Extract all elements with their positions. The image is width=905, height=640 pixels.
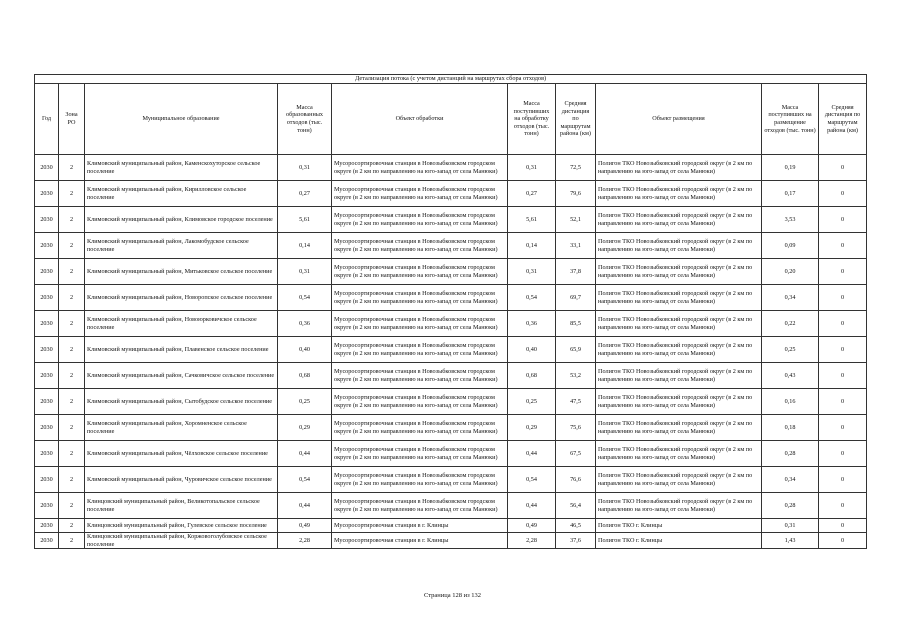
table-row <box>35 441 867 467</box>
zone-cell: 2 <box>59 441 85 467</box>
processed-mass-cell: 0,29 <box>508 415 556 441</box>
processing-distance-cell: 52,1 <box>556 207 596 233</box>
disposal-object-cell: Полигон ТКО Новозыбковский городской округ (в 2 км по направлению на юго-запад от села Манюки) <box>596 181 762 207</box>
column-header: Объект размещения <box>596 84 762 155</box>
disposed-mass-cell: 0,28 <box>762 441 819 467</box>
disposed-mass-cell: 0,17 <box>762 181 819 207</box>
disposal-distance-cell: 0 <box>819 155 867 181</box>
disposed-mass-cell: 0,22 <box>762 311 819 337</box>
disposal-distance-cell: 0 <box>819 311 867 337</box>
year-cell: 2030 <box>35 285 59 311</box>
processing-object-cell: Мусоросортировочная станция в Новозыбковском городском округе (в 2 км по направлению на юго-запад от села Манюки) <box>332 389 508 415</box>
processing-object-cell: Мусоросортировочная станция в Новозыбковском городском округе (в 2 км по направлению на юго-запад от села Манюки) <box>332 233 508 259</box>
disposal-object-cell: Полигон ТКО Новозыбковский городской округ (в 2 км по направлению на юго-запад от села Манюки) <box>596 259 762 285</box>
generated-mass-cell: 5,61 <box>278 207 332 233</box>
processing-distance-cell: 69,7 <box>556 285 596 311</box>
processing-object-cell: Мусоросортировочная станция в Новозыбковском городском округе (в 2 км по направлению на юго-запад от села Манюки) <box>332 207 508 233</box>
disposal-distance-cell: 0 <box>819 337 867 363</box>
year-cell: 2030 <box>35 441 59 467</box>
disposed-mass-cell: 0,25 <box>762 337 819 363</box>
year-cell: 2030 <box>35 259 59 285</box>
disposed-mass-cell: 0,19 <box>762 155 819 181</box>
municipality-cell: Клинцовский муниципальный район, Коржовоголубовское сельское поселение <box>85 533 278 549</box>
disposal-object-cell: Полигон ТКО Новозыбковский городской округ (в 2 км по направлению на юго-запад от села Манюки) <box>596 311 762 337</box>
table-row <box>35 233 867 259</box>
column-header: Зона РО <box>59 84 85 155</box>
municipality-cell: Климовский муниципальный район, Каменскохуторское сельское поселение <box>85 155 278 181</box>
processing-distance-cell: 47,5 <box>556 389 596 415</box>
municipality-cell: Климовский муниципальный район, Чёлховское сельское поселение <box>85 441 278 467</box>
generated-mass-cell: 2,28 <box>278 533 332 549</box>
year-cell: 2030 <box>35 493 59 519</box>
zone-cell: 2 <box>59 311 85 337</box>
table-row <box>35 155 867 181</box>
disposal-object-cell: Полигон ТКО Новозыбковский городской округ (в 2 км по направлению на юго-запад от села Манюки) <box>596 155 762 181</box>
processing-distance-cell: 76,6 <box>556 467 596 493</box>
processing-object-cell: Мусоросортировочная станция в Новозыбковском городском округе (в 2 км по направлению на юго-запад от села Манюки) <box>332 363 508 389</box>
table-row <box>35 311 867 337</box>
processed-mass-cell: 5,61 <box>508 207 556 233</box>
year-cell: 2030 <box>35 181 59 207</box>
generated-mass-cell: 0,31 <box>278 259 332 285</box>
disposal-object-cell: Полигон ТКО Новозыбковский городской округ (в 2 км по направлению на юго-запад от села Манюки) <box>596 233 762 259</box>
disposed-mass-cell: 0,20 <box>762 259 819 285</box>
processed-mass-cell: 0,44 <box>508 441 556 467</box>
table-row <box>35 207 867 233</box>
municipality-cell: Климовский муниципальный район, Чуровичское сельское поселение <box>85 467 278 493</box>
processing-distance-cell: 72,5 <box>556 155 596 181</box>
disposed-mass-cell: 0,31 <box>762 519 819 533</box>
zone-cell: 2 <box>59 389 85 415</box>
municipality-cell: Клинцовский муниципальный район, Великотопальское сельское поселение <box>85 493 278 519</box>
disposal-distance-cell: 0 <box>819 389 867 415</box>
table-header-row <box>35 84 867 155</box>
processing-object-cell: Мусоросортировочная станция в Новозыбковском городском округе (в 2 км по направлению на юго-запад от села Манюки) <box>332 285 508 311</box>
processing-distance-cell: 46,5 <box>556 519 596 533</box>
zone-cell: 2 <box>59 415 85 441</box>
disposal-distance-cell: 0 <box>819 441 867 467</box>
disposed-mass-cell: 0,43 <box>762 363 819 389</box>
processing-distance-cell: 37,6 <box>556 533 596 549</box>
generated-mass-cell: 0,27 <box>278 181 332 207</box>
processing-object-cell: Мусоросортировочная станция в г. Клинцы <box>332 519 508 533</box>
zone-cell: 2 <box>59 533 85 549</box>
generated-mass-cell: 0,29 <box>278 415 332 441</box>
disposal-object-cell: Полигон ТКО Новозыбковский городской округ (в 2 км по направлению на юго-запад от села Манюки) <box>596 493 762 519</box>
disposal-object-cell: Полигон ТКО г. Клинцы <box>596 533 762 549</box>
processing-object-cell: Мусоросортировочная станция в Новозыбковском городском округе (в 2 км по направлению на юго-запад от села Манюки) <box>332 493 508 519</box>
disposal-distance-cell: 0 <box>819 533 867 549</box>
processed-mass-cell: 0,40 <box>508 337 556 363</box>
disposal-distance-cell: 0 <box>819 285 867 311</box>
generated-mass-cell: 0,68 <box>278 363 332 389</box>
disposal-distance-cell: 0 <box>819 363 867 389</box>
processing-distance-cell: 56,4 <box>556 493 596 519</box>
zone-cell: 2 <box>59 493 85 519</box>
disposal-object-cell: Полигон ТКО Новозыбковский городской округ (в 2 км по направлению на юго-запад от села Манюки) <box>596 467 762 493</box>
year-cell: 2030 <box>35 389 59 415</box>
disposal-object-cell: Полигон ТКО Новозыбковский городской округ (в 2 км по направлению на юго-запад от села Манюки) <box>596 441 762 467</box>
table-row <box>35 519 867 533</box>
processed-mass-cell: 0,14 <box>508 233 556 259</box>
disposal-distance-cell: 0 <box>819 181 867 207</box>
generated-mass-cell: 0,54 <box>278 285 332 311</box>
processing-distance-cell: 75,6 <box>556 415 596 441</box>
column-header: Средняя дистанция по маршрутам района (км) <box>556 84 596 155</box>
disposal-distance-cell: 0 <box>819 467 867 493</box>
table-row <box>35 337 867 363</box>
disposed-mass-cell: 0,18 <box>762 415 819 441</box>
zone-cell: 2 <box>59 207 85 233</box>
disposal-object-cell: Полигон ТКО Новозыбковский городской округ (в 2 км по направлению на юго-запад от села Манюки) <box>596 337 762 363</box>
disposal-distance-cell: 0 <box>819 207 867 233</box>
table-row <box>35 493 867 519</box>
municipality-cell: Климовский муниципальный район, Плавенское сельское поселение <box>85 337 278 363</box>
year-cell: 2030 <box>35 233 59 259</box>
processed-mass-cell: 2,28 <box>508 533 556 549</box>
year-cell: 2030 <box>35 467 59 493</box>
disposal-object-cell: Полигон ТКО г. Клинцы <box>596 519 762 533</box>
table-row <box>35 259 867 285</box>
table-row <box>35 363 867 389</box>
zone-cell: 2 <box>59 155 85 181</box>
processing-object-cell: Мусоросортировочная станция в Новозыбковском городском округе (в 2 км по направлению на юго-запад от села Манюки) <box>332 155 508 181</box>
zone-cell: 2 <box>59 259 85 285</box>
processing-object-cell: Мусоросортировочная станция в Новозыбковском городском округе (в 2 км по направлению на юго-запад от села Манюки) <box>332 181 508 207</box>
processing-distance-cell: 33,1 <box>556 233 596 259</box>
municipality-cell: Климовский муниципальный район, Климовское городское поселение <box>85 207 278 233</box>
column-header: Масса поступивших на размещение отходов (тыс. тонн) <box>762 84 819 155</box>
column-header: Масса поступивших на обработку отходов (тыс. тонн) <box>508 84 556 155</box>
generated-mass-cell: 0,49 <box>278 519 332 533</box>
municipality-cell: Климовский муниципальный район, Новоропское сельское поселение <box>85 285 278 311</box>
year-cell: 2030 <box>35 207 59 233</box>
disposed-mass-cell: 1,43 <box>762 533 819 549</box>
year-cell: 2030 <box>35 363 59 389</box>
disposed-mass-cell: 0,09 <box>762 233 819 259</box>
processing-distance-cell: 79,6 <box>556 181 596 207</box>
table-caption: Детализация потока (с учетом дистанций на маршрутах сбора отходов) <box>35 75 867 84</box>
processed-mass-cell: 0,44 <box>508 493 556 519</box>
zone-cell: 2 <box>59 285 85 311</box>
disposed-mass-cell: 0,34 <box>762 285 819 311</box>
disposed-mass-cell: 0,16 <box>762 389 819 415</box>
table-row <box>35 389 867 415</box>
page-number: Страница 128 из 132 <box>423 592 482 599</box>
disposal-object-cell: Полигон ТКО Новозыбковский городской округ (в 2 км по направлению на юго-запад от села Манюки) <box>596 363 762 389</box>
generated-mass-cell: 0,40 <box>278 337 332 363</box>
year-cell: 2030 <box>35 155 59 181</box>
municipality-cell: Климовский муниципальный район, Новоюрковичское сельское поселение <box>85 311 278 337</box>
processing-distance-cell: 67,5 <box>556 441 596 467</box>
table-body <box>35 155 867 549</box>
zone-cell: 2 <box>59 467 85 493</box>
flow-detail-table <box>34 74 867 549</box>
zone-cell: 2 <box>59 233 85 259</box>
municipality-cell: Климовский муниципальный район, Митьковское сельское поселение <box>85 259 278 285</box>
generated-mass-cell: 0,31 <box>278 155 332 181</box>
processing-object-cell: Мусоросортировочная станция в Новозыбковском городском округе (в 2 км по направлению на юго-запад от села Манюки) <box>332 441 508 467</box>
column-header: Масса образованных отходов (тыс. тонн) <box>278 84 332 155</box>
column-header: Средняя дистанция по маршрутам района (км) <box>819 84 867 155</box>
processed-mass-cell: 0,27 <box>508 181 556 207</box>
municipality-cell: Климовский муниципальный район, Хоромненское сельское поселение <box>85 415 278 441</box>
municipality-cell: Клинцовский муниципальный район, Гулевское сельское поселение <box>85 519 278 533</box>
processed-mass-cell: 0,31 <box>508 155 556 181</box>
zone-cell: 2 <box>59 363 85 389</box>
table-row <box>35 467 867 493</box>
disposal-distance-cell: 0 <box>819 415 867 441</box>
disposal-object-cell: Полигон ТКО Новозыбковский городской округ (в 2 км по направлению на юго-запад от села Манюки) <box>596 415 762 441</box>
processing-distance-cell: 37,8 <box>556 259 596 285</box>
processing-object-cell: Мусоросортировочная станция в Новозыбковском городском округе (в 2 км по направлению на юго-запад от села Манюки) <box>332 467 508 493</box>
processing-distance-cell: 65,9 <box>556 337 596 363</box>
processed-mass-cell: 0,68 <box>508 363 556 389</box>
year-cell: 2030 <box>35 519 59 533</box>
processed-mass-cell: 0,54 <box>508 467 556 493</box>
disposal-distance-cell: 0 <box>819 233 867 259</box>
disposal-object-cell: Полигон ТКО Новозыбковский городской округ (в 2 км по направлению на юго-запад от села Манюки) <box>596 207 762 233</box>
processing-object-cell: Мусоросортировочная станция в Новозыбковском городском округе (в 2 км по направлению на юго-запад от села Манюки) <box>332 337 508 363</box>
municipality-cell: Климовский муниципальный район, Сачковичское сельское поселение <box>85 363 278 389</box>
processing-object-cell: Мусоросортировочная станция в Новозыбковском городском округе (в 2 км по направлению на юго-запад от села Манюки) <box>332 311 508 337</box>
zone-cell: 2 <box>59 337 85 363</box>
table-row <box>35 415 867 441</box>
processing-distance-cell: 53,2 <box>556 363 596 389</box>
disposal-object-cell: Полигон ТКО Новозыбковский городской округ (в 2 км по направлению на юго-запад от села Манюки) <box>596 285 762 311</box>
processing-object-cell: Мусоросортировочная станция в Новозыбковском городском округе (в 2 км по направлению на юго-запад от села Манюки) <box>332 415 508 441</box>
disposal-object-cell: Полигон ТКО Новозыбковский городской округ (в 2 км по направлению на юго-запад от села Манюки) <box>596 389 762 415</box>
processed-mass-cell: 0,31 <box>508 259 556 285</box>
year-cell: 2030 <box>35 311 59 337</box>
processed-mass-cell: 0,25 <box>508 389 556 415</box>
processing-object-cell: Мусоросортировочная станция в г. Клинцы <box>332 533 508 549</box>
generated-mass-cell: 0,36 <box>278 311 332 337</box>
generated-mass-cell: 0,25 <box>278 389 332 415</box>
disposed-mass-cell: 0,28 <box>762 493 819 519</box>
municipality-cell: Климовский муниципальный район, Сытобудское сельское поселение <box>85 389 278 415</box>
table-row <box>35 533 867 549</box>
processed-mass-cell: 0,49 <box>508 519 556 533</box>
disposal-distance-cell: 0 <box>819 259 867 285</box>
processed-mass-cell: 0,54 <box>508 285 556 311</box>
processed-mass-cell: 0,36 <box>508 311 556 337</box>
zone-cell: 2 <box>59 519 85 533</box>
column-header: Объект обработки <box>332 84 508 155</box>
disposal-distance-cell: 0 <box>819 493 867 519</box>
generated-mass-cell: 0,44 <box>278 493 332 519</box>
column-header: Муниципальное образование <box>85 84 278 155</box>
generated-mass-cell: 0,54 <box>278 467 332 493</box>
zone-cell: 2 <box>59 181 85 207</box>
generated-mass-cell: 0,14 <box>278 233 332 259</box>
municipality-cell: Климовский муниципальный район, Кирилловское сельское поселение <box>85 181 278 207</box>
disposed-mass-cell: 0,34 <box>762 467 819 493</box>
year-cell: 2030 <box>35 533 59 549</box>
column-header: Год <box>35 84 59 155</box>
processing-object-cell: Мусоросортировочная станция в Новозыбковском городском округе (в 2 км по направлению на юго-запад от села Манюки) <box>332 259 508 285</box>
disposed-mass-cell: 3,53 <box>762 207 819 233</box>
processing-distance-cell: 85,5 <box>556 311 596 337</box>
generated-mass-cell: 0,44 <box>278 441 332 467</box>
table-row <box>35 181 867 207</box>
municipality-cell: Климовский муниципальный район, Лакомобудское сельское поселение <box>85 233 278 259</box>
table-row <box>35 285 867 311</box>
year-cell: 2030 <box>35 337 59 363</box>
disposal-distance-cell: 0 <box>819 519 867 533</box>
year-cell: 2030 <box>35 415 59 441</box>
